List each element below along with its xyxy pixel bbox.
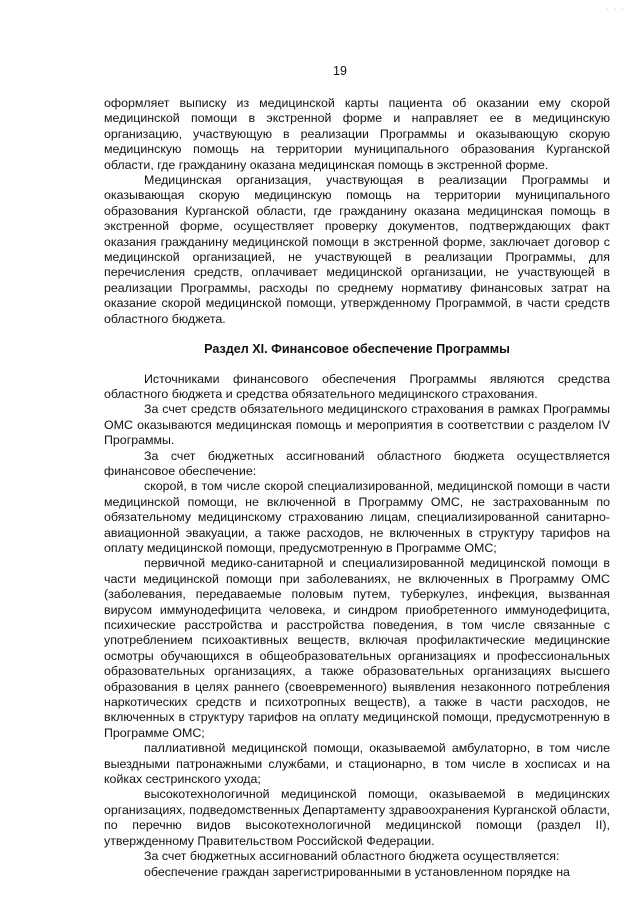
scan-corner-marks: · · · bbox=[606, 6, 626, 12]
paragraph: первичной медико-санитарной и специализированной медицинской помощи в части медицинской помощи при заболеваниях, не включенных в Программу ОМС (заболевания, передаваемые половым путем, туберкулез, инфекция, вызванная вирусом иммунодефицита человека, и синдром приобретенного иммунодефицита, психические расстройства и расстройства поведения, в том числе связанные с употреблением психоактивных веществ, включая профилактические медицинские осмотры обучающихся в общеобразовательных организациях и профессиональных образовательных организациях, а также образовательных организациях высшего образования в целях раннего (своевременного) выявления незаконного потребления наркотических средств и психотропных веществ), а также в части расходов, не включенных в структуру тарифов на оплату медицинской помощи, предусмотренную в Программе ОМС; bbox=[104, 556, 610, 740]
paragraph: За счет бюджетных ассигнований областного бюджета осуществляется: bbox=[144, 849, 560, 864]
paragraph: скорой, в том числе скорой специализированной, медицинской помощи в части медицинской помощи, не включенной в Программу ОМС, не застрахованным по обязательному медицинскому страхованию лицам, специализированной санитарно-авиационной эвакуации, а также расходов, не включенных в структуру тарифов на оплату медицинской помощи, предусмотренную в Программе ОМС; bbox=[104, 479, 610, 555]
paragraph: Медицинская организация, участвующая в реализации Программы и оказывающая скорую медицинскую помощь на территории муниципального образования Курганской области, где гражданину оказана медицинская помощь в экстренной форме, осуществляет проверку документов, подтверждающих факт оказания гражданину медицинской помощи в экстренной форме, заключает договор с медицинской организацией, не участвующей в реализации Программы, для перечисления средств, оплачивает медицинской организации, не участвующей в реализации Программы, расходы по среднему нормативу финансовых затрат на оказание скорой медицинской помощи, утвержденному Программой, в части средств областного бюджета. bbox=[104, 173, 610, 326]
paragraph: высокотехнологичной медицинской помощи, оказываемой в медицинских организациях, подведомственных Департаменту здравоохранения Курганской области, по перечню видов высокотехнологичной медицинской помощи (раздел II), утвержденному Правительством Российской Федерации. bbox=[104, 787, 610, 848]
paragraph: За счет средств обязательного медицинского страхования в рамках Программы ОМС оказываются медицинская помощь и мероприятия в соответствии с разделом IV Программы. bbox=[104, 402, 610, 448]
paragraphs-after-section bbox=[104, 372, 610, 880]
paragraph: обеспечение граждан зарегистрированными в установленном порядке на bbox=[144, 864, 570, 879]
page-number: 19 bbox=[333, 64, 347, 78]
paragraphs-before-section bbox=[104, 96, 610, 327]
paragraph: оформляет выписку из медицинской карты пациента об оказании ему скорой медицинской помощи в экстренной форме и направляет ее в медицинскую организацию, участвующую в реализации Программы и оказывающую скорую медицинскую помощь на территории муниципального образования Курганской области, где гражданину оказана медицинская помощь в экстренной форме. bbox=[104, 96, 610, 172]
document-body bbox=[104, 96, 610, 880]
paragraph: паллиативной медицинской помощи, оказываемой амбулаторно, в том числе выездными патронажными службами, и стационарно, в том числе в хосписах и на койках сестринского ухода; bbox=[104, 741, 610, 787]
paragraph: Источниками финансового обеспечения Программы являются средства областного бюджета и средства обязательного медицинского страхования. bbox=[104, 371, 610, 401]
section-title: Раздел XI. Финансовое обеспечение Программы bbox=[204, 342, 510, 357]
paragraph: За счет бюджетных ассигнований областного бюджета осуществляется финансовое обеспечение: bbox=[104, 448, 610, 478]
